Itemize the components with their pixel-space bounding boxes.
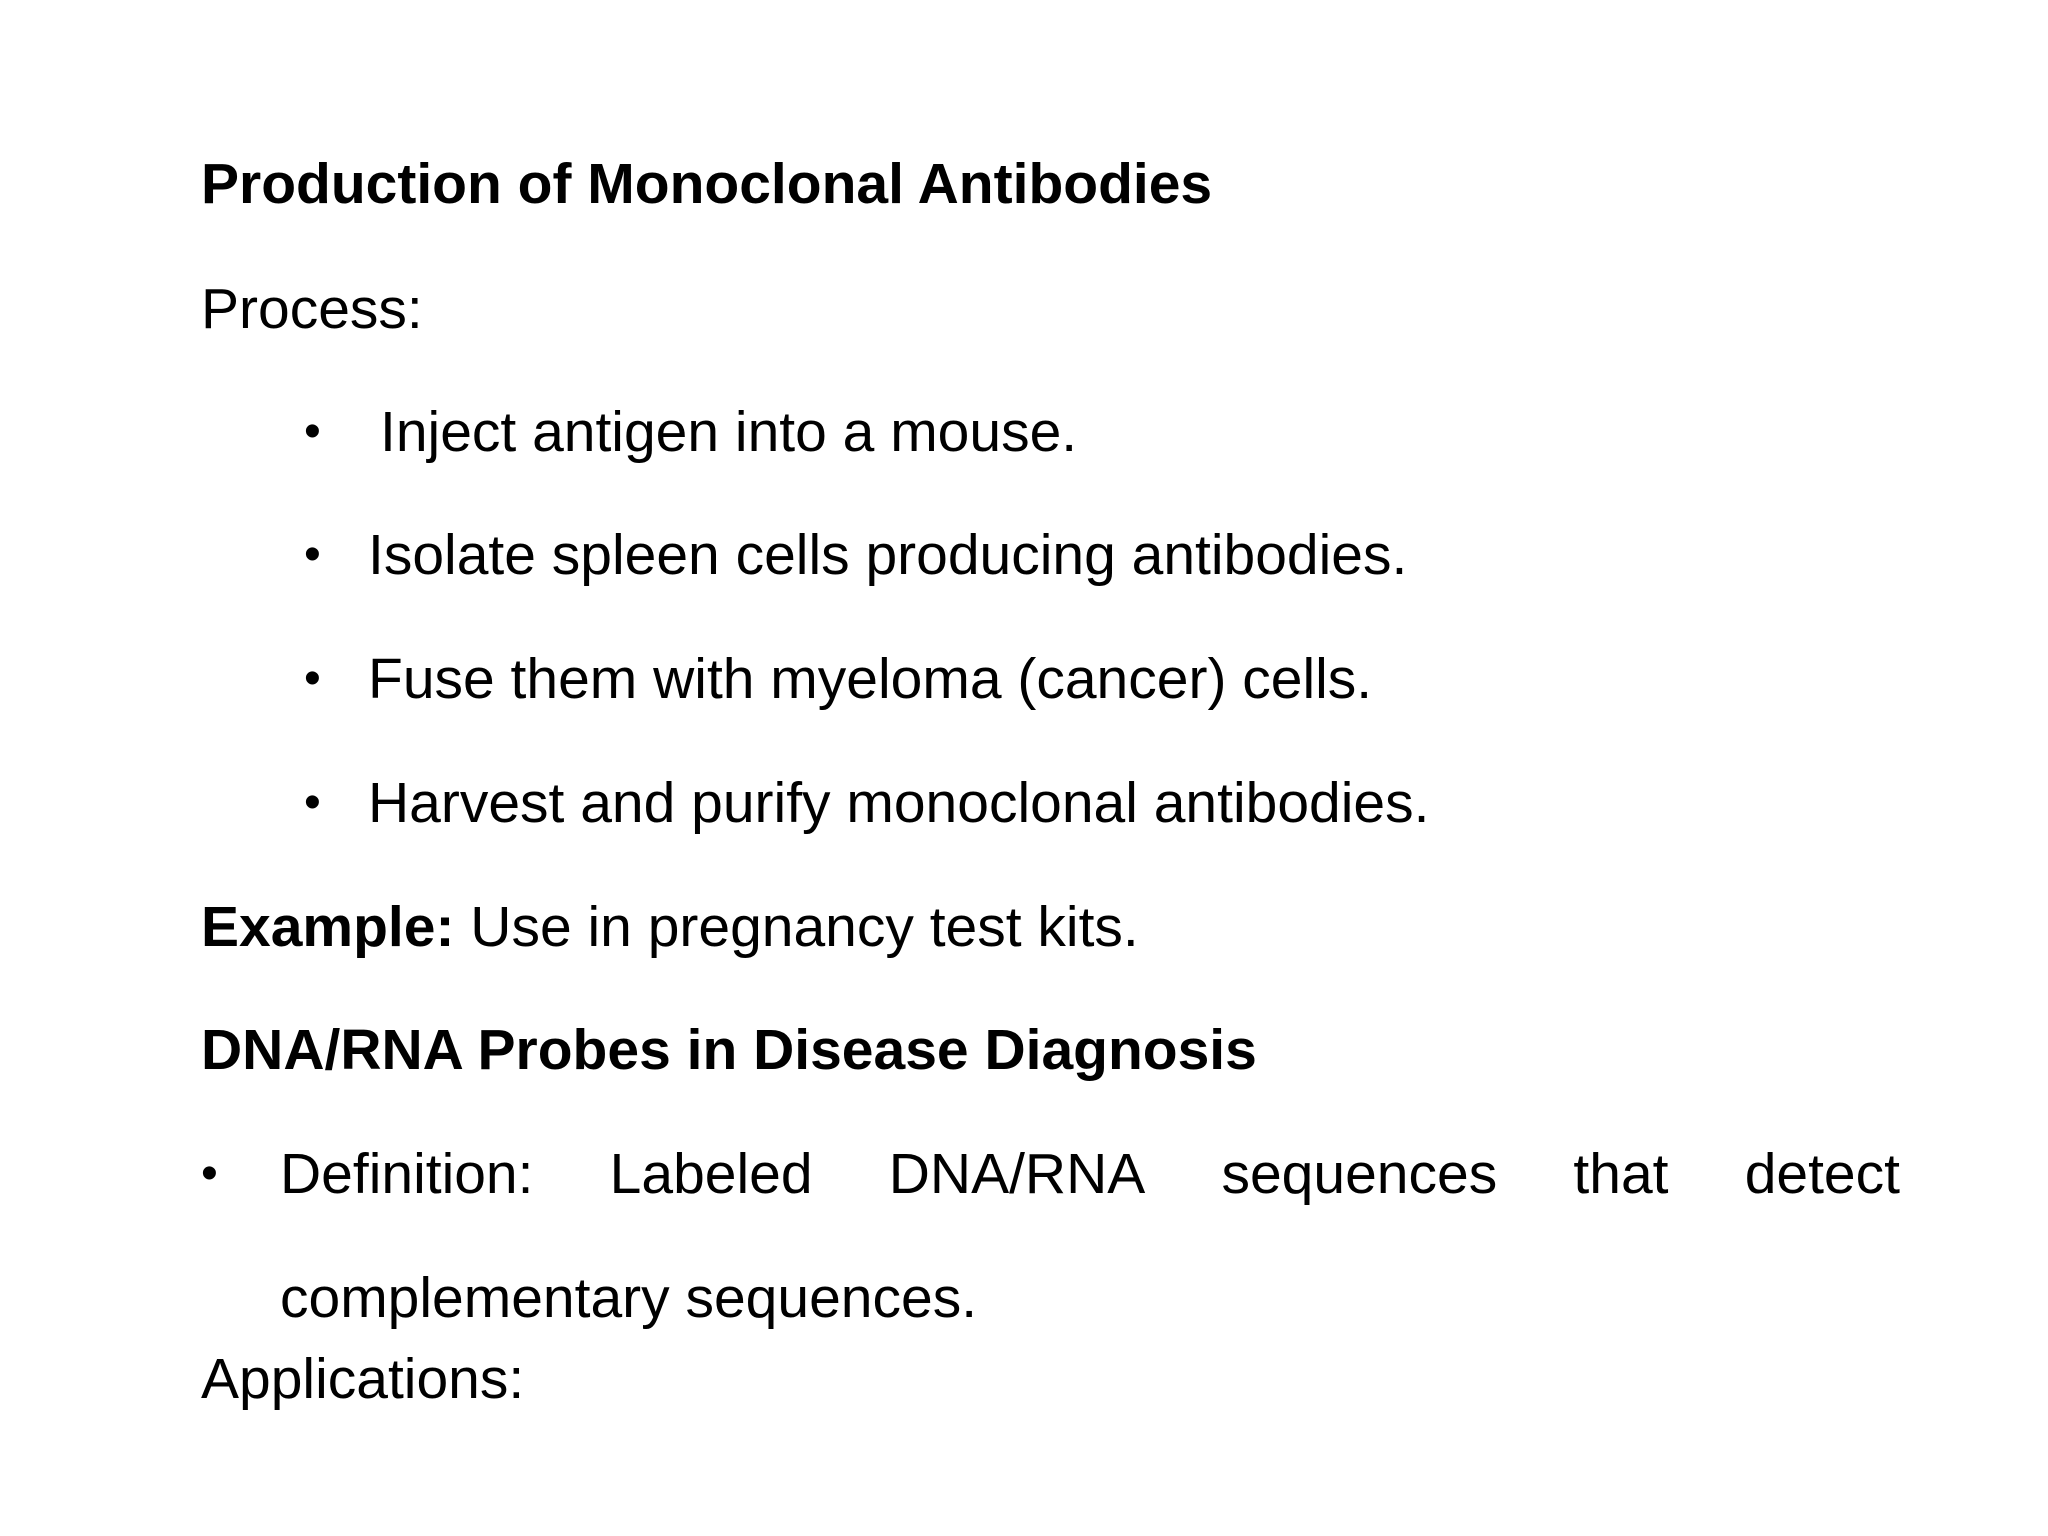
applications-label: Applications: [201,1347,525,1411]
heading-dna-rna-probes: DNA/RNA Probes in Disease Diagnosis [201,1018,1257,1082]
example-text: Use in pregnancy test kits. [454,895,1139,959]
definition-word: Labeled [609,1142,813,1206]
example-label: Example: [201,895,455,959]
definition-word: detect [1744,1142,1900,1206]
bullet-icon: • [304,528,321,581]
definition-word: sequences [1221,1142,1498,1206]
bullet-icon: • [201,1147,218,1200]
bullet-icon: • [304,652,321,705]
definition-word: that [1573,1142,1669,1206]
process-step-1: Inject antigen into a mouse. [380,400,1078,464]
definition-line [280,1142,1900,1206]
bullet-icon: • [304,405,321,458]
example-line [201,895,1139,959]
process-step-4: Harvest and purify monoclonal antibodies. [368,771,1430,835]
bullet-icon: • [304,776,321,829]
definition-continuation: complementary sequences. [280,1266,978,1330]
process-label: Process: [201,277,423,341]
definition-word: Definition: [280,1142,534,1206]
process-step-2: Isolate spleen cells producing antibodies. [368,523,1408,587]
definition-word: DNA/RNA [888,1142,1146,1206]
process-step-3: Fuse them with myeloma (cancer) cells. [368,647,1373,711]
heading-monoclonal-antibodies: Production of Monoclonal Antibodies [201,152,1213,216]
